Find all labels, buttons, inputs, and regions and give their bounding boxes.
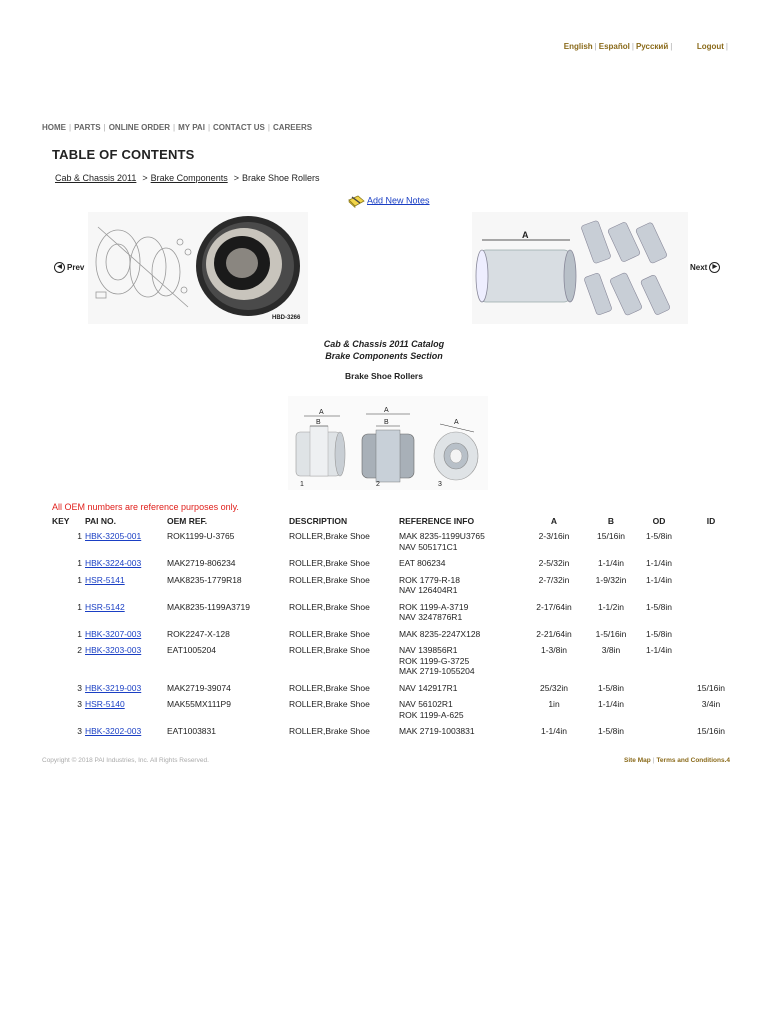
pai-number-cell [83,683,167,700]
dim-od-cell: 1-1/4in [646,574,672,585]
table-row [52,575,737,602]
oem-ref-cell: ROK2247-X-128 [167,628,230,639]
dim-id-cell: 3/4in [701,699,721,709]
section-caption: Brake Components Section [325,351,443,361]
header-key: KEY [52,516,70,526]
dim-a-cell: 1-1/4in [541,726,567,736]
dim-a-cell: 2-3/16in [538,531,570,541]
pai-number-cell [83,558,167,575]
reference-info-cell [399,575,519,602]
reference-info-cell [399,531,519,558]
pai-number-link[interactable]: HBK-3205-001 [85,531,142,541]
nav-home[interactable]: HOME [42,123,66,132]
dim-id-cell [685,602,737,629]
reference-info-cell [399,699,519,726]
dim-id-cell [685,531,737,558]
oem-ref-cell: MAK55MX111P9 [167,699,231,709]
lang-russian-link[interactable]: Русский [635,42,669,51]
key-label: 1 [300,481,304,488]
dim-id-cell [685,645,737,683]
reference-info-cell [399,558,519,575]
dim-id-cell [685,558,737,575]
dim-od-cell: 1-1/4in [646,645,672,655]
oem-ref-cell: MAK8235-1779R18 [167,574,242,585]
section-title: Brake Shoe Rollers [345,371,423,381]
pai-number-link[interactable]: HBK-3207-003 [85,628,142,639]
dim-od-cell [633,699,685,726]
pai-number-link[interactable]: HBK-3219-003 [85,682,142,693]
pai-number-link[interactable]: HBK-3202-003 [85,726,142,736]
row-key-cell: 1 [77,558,82,568]
nav-online-order[interactable]: ONLINE ORDER [108,123,171,132]
nav-my-pai[interactable]: MY PAI [178,123,205,132]
dim-id-cell: 15/16in [697,726,725,736]
breadcrumb [55,173,320,183]
table-row [52,629,737,646]
dim-b-cell: 1-1/4in [598,558,624,568]
dim-a-cell: 1in [548,699,560,709]
table-row [52,683,737,700]
pai-number-link[interactable]: HBK-3224-003 [85,558,142,568]
reference-line: NAV 56102R1 [399,699,453,709]
pai-number-link[interactable]: HSR-5141 [85,574,125,585]
row-key-cell: 3 [77,682,82,693]
add-new-notes-link[interactable]: Add New Notes [367,195,430,206]
dim-a-cell: 2-5/32in [538,558,570,568]
footer-links [624,757,730,764]
parts-table [52,516,737,743]
dim-b-cell: 1-1/4in [598,699,624,709]
pai-number-cell [83,629,167,646]
site-map-link[interactable]: Site Map [624,757,651,764]
reference-line: NAV 139856R1 [399,645,458,655]
header-od: OD [652,516,666,526]
table-header-row [52,516,737,531]
separator: | [69,123,72,132]
dim-label: A [454,419,459,426]
language-bar [564,42,730,51]
pai-number-cell [83,726,167,743]
row-key-cell: 2 [77,645,82,655]
dim-id-cell: 15/16in [697,682,725,693]
page-title: TABLE OF CONTENTS [52,147,195,162]
header-reference-info: REFERENCE INFO [399,516,475,526]
dim-b-cell: 1-5/8in [598,726,624,736]
rollers-image [472,212,688,324]
next-button[interactable] [690,262,720,273]
prev-section-thumbnail[interactable] [88,212,308,324]
add-notes [348,194,430,208]
next-label: Next [690,263,708,272]
reference-info-cell [399,683,519,700]
dim-a-cell: 2-21/64in [536,628,572,639]
row-key-cell: 1 [77,601,82,612]
table-row [52,531,737,558]
dim-label: B [316,419,321,426]
catalog-name: Cab & Chassis 2011 Catalog [323,339,445,349]
pai-number-link[interactable]: HSR-5140 [85,699,125,709]
dim-label: A [319,409,324,416]
description-cell: ROLLER,Brake Shoe [289,682,370,693]
separator: | [725,42,728,51]
separator: | [267,123,270,132]
reference-line: ROK 1779-R-18 [399,574,460,585]
reference-line: NAV 142917R1 [399,682,458,693]
dim-a-cell: 1-3/8in [541,645,567,655]
reference-line: NAV 3247876R1 [399,612,463,622]
header-oem-ref: OEM REF. [167,516,208,526]
chevron-left-icon: ◀ [54,262,65,273]
pai-number-link[interactable]: HBK-3203-003 [85,645,142,655]
description-cell: ROLLER,Brake Shoe [289,601,370,612]
dim-od-cell: 1-5/8in [646,601,672,612]
dimension-a-label: A [522,230,529,240]
reference-info-cell [399,602,519,629]
reference-line: MAK 2719-1003831 [399,726,475,736]
breadcrumb-current: Brake Shoe Rollers [241,173,320,183]
oem-ref-cell: MAK2719-806234 [167,558,236,568]
dim-label: A [384,407,389,414]
logout-link[interactable]: Logout [696,42,724,51]
table-row [52,645,737,683]
oem-ref-cell: EAT1005204 [167,645,216,655]
nav-careers[interactable]: CAREERS [272,123,313,132]
lang-english-link[interactable]: English [563,42,593,51]
row-key-cell: 3 [77,699,82,709]
header-description: DESCRIPTION [289,516,348,526]
description-cell: ROLLER,Brake Shoe [289,558,370,568]
separator: | [652,757,655,764]
description-cell: ROLLER,Brake Shoe [289,628,370,639]
oem-ref-cell: EAT1003831 [167,726,216,736]
oem-ref-cell: ROK1199-U-3765 [167,531,235,541]
dim-od-cell: 1-1/4in [646,558,672,568]
header-b: B [607,516,615,526]
prev-label: Prev [67,263,85,272]
row-key-cell: 1 [77,628,82,639]
dim-b-cell: 1-5/16in [595,628,627,639]
reference-info-cell [399,629,519,646]
reference-line: NAV 126404R1 [399,585,458,595]
brake-drum-image [88,212,308,324]
separator: | [173,123,176,132]
dim-id-cell [685,575,737,602]
pai-number-cell [83,699,167,726]
oem-disclaimer: All OEM numbers are reference purposes only. [52,502,239,512]
row-key-cell: 1 [77,574,82,585]
dim-od-cell [633,726,685,743]
reference-line: ROK 1199-A-3719 [399,601,469,612]
reference-line: ROK 1199-A-625 [399,709,464,720]
description-cell: ROLLER,Brake Shoe [289,531,370,541]
dim-od-cell [633,683,685,700]
dim-b-cell: 15/16in [597,531,625,541]
separator: | [594,42,597,51]
catalog-caption [0,338,768,362]
description-cell: ROLLER,Brake Shoe [289,645,370,655]
oem-ref-cell: MAK8235-1199A3719 [167,601,251,612]
pai-number-cell [83,602,167,629]
pai-number-link[interactable]: HSR-5142 [85,601,125,612]
key-label: 2 [376,481,380,488]
table-row [52,602,737,629]
main-nav [42,123,312,132]
reference-line: MAK 8235-2247X128 [399,628,481,639]
nav-contact-us[interactable]: CONTACT US [213,123,265,132]
description-cell: ROLLER,Brake Shoe [289,699,370,709]
lang-espanol-link[interactable]: Español [598,42,630,51]
prev-button[interactable] [54,262,84,273]
rollers-diagram [288,396,488,490]
dim-od-cell: 1-5/8in [646,531,672,541]
dim-a-cell: 2-17/64in [536,601,572,612]
note-pencil-icon[interactable] [348,195,367,205]
dim-od-cell: 1-5/8in [646,628,672,639]
reference-line: ROK 1199-G-3725 [399,655,470,666]
pai-number-cell [83,645,167,683]
reference-line: MAK 2719-1055204 [399,666,475,676]
key-label: 3 [438,481,442,488]
nav-parts[interactable]: PARTS [74,123,101,132]
separator: | [670,42,673,51]
separator: | [207,123,211,132]
reference-line: NAV 505171C1 [399,541,458,552]
reference-info-cell [399,726,519,743]
description-cell: ROLLER,Brake Shoe [289,726,370,736]
chevron-right-icon: ▶ [709,262,720,273]
breadcrumb-catalog-link[interactable]: Cab & Chassis 2011 [55,173,137,183]
table-row [52,699,737,726]
dim-a-cell: 25/32in [540,682,568,693]
reference-info-cell [399,645,519,683]
table-row [52,726,737,743]
header-a: A [550,516,558,526]
row-key-cell: 3 [77,726,82,736]
dim-id-cell [685,629,737,646]
breadcrumb-separator: > [142,173,148,183]
dim-a-cell: 2-7/32in [538,574,570,585]
breadcrumb-separator: > [233,173,239,183]
header-pai-no: PAI NO. [85,516,117,526]
dim-b-cell: 3/8in [601,645,621,655]
parts-table-body [52,531,737,743]
copyright-text: Copyright © 2018 PAI Industries, Inc. All Rights Reserved. [42,757,209,764]
dim-label: B [384,419,389,426]
dim-b-cell: 1-1/2in [598,601,624,612]
description-cell: ROLLER,Brake Shoe [289,574,370,585]
reference-line: EAT 806234 [399,558,446,568]
terms-link[interactable]: Terms and Conditions.4 [656,757,730,764]
separator: | [103,123,106,132]
table-row [52,558,737,575]
next-section-thumbnail[interactable] [472,212,688,324]
pai-number-cell [83,531,167,558]
reference-line: MAK 8235-1199U3765 [399,531,485,541]
dim-b-cell: 1-9/32in [595,574,627,585]
pai-number-cell [83,575,167,602]
oem-ref-cell: MAK2719-39074 [167,682,231,693]
row-key-cell: 1 [77,531,82,541]
dim-b-cell: 1-5/8in [598,682,624,693]
header-id: ID [706,516,716,526]
part-number-label: HBD-3266 [272,315,301,321]
breadcrumb-section-link[interactable]: Brake Components [150,173,228,183]
separator: | [631,42,634,51]
